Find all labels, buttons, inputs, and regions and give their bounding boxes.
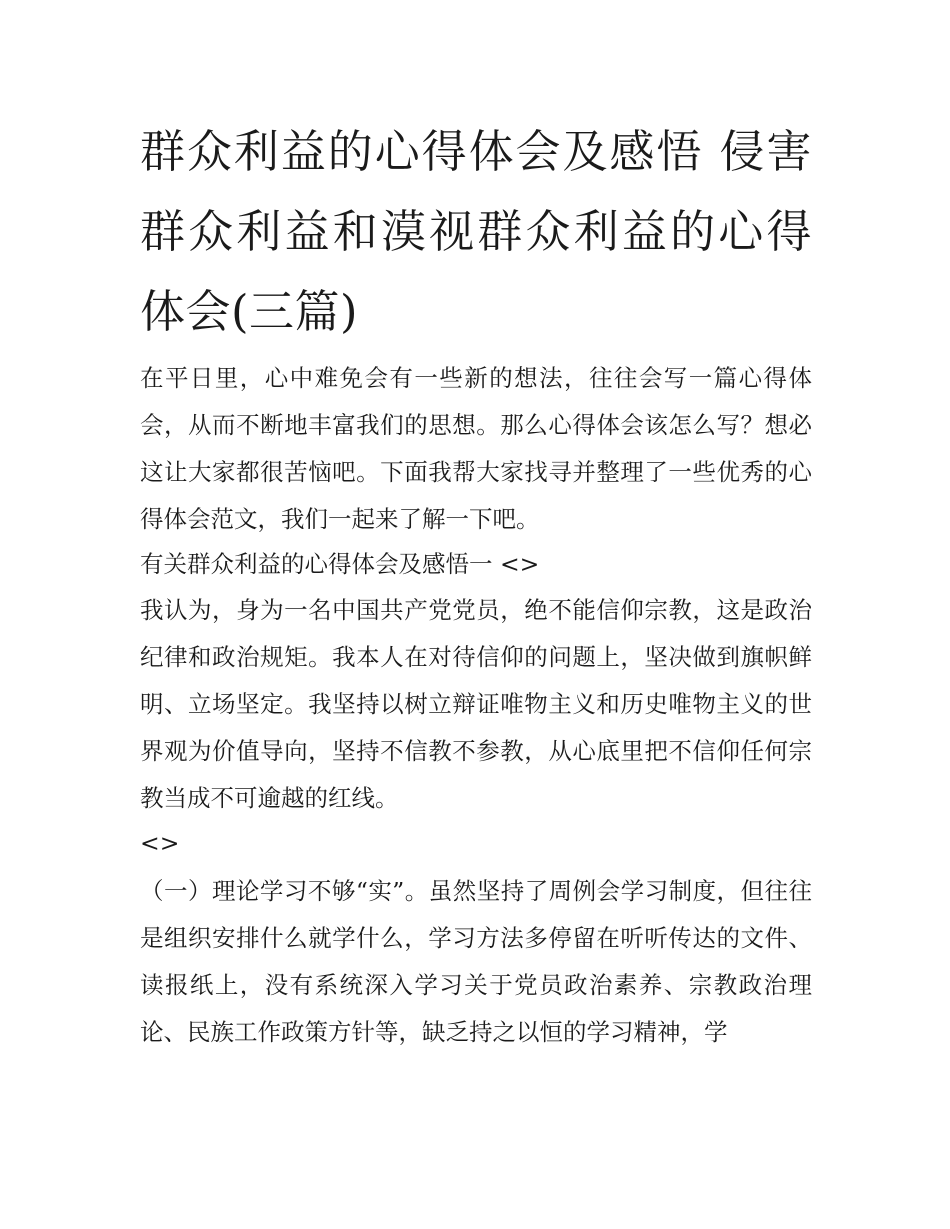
document-title: 群众利益的心得体会及感悟 侵害群众利益和漠视群众利益的心得体会(三篇) [140,125,812,338]
marker-paragraph: <> [140,829,180,857]
document-page [140,112,812,1056]
intro-paragraph: 在平日里，心中难免会有一些新的想法，往往会写一篇心得体会，从而不断地丰富我们的思想。那么心得体会该怎么写？想必这让大家都很苦恼吧。下面我帮大家找寻并整理了一些优秀的心得体会范文，我们一起来了解一下吧。 [140,364,812,533]
section-heading: 有关群众利益的心得体会及感悟一 <> [140,550,540,578]
body-paragraph: 我认为，身为一名中国共产党党员，绝不能信仰宗教，这是政治纪律和政治规矩。我本人在对待信仰的问题上，坚决做到旗帜鲜明、立场坚定。我坚持以树立辩证唯物主义和历史唯物主义的世界观为价值导向，坚持不信教不参教，从心底里把不信仰任何宗教当成不可逾越的红线。 [140,596,812,812]
point-paragraph: （一）理论学习不够“实”。虽然坚持了周例会学习制度，但往往是组织安排什么就学什么，学习方法多停留在听听传达的文件、读报纸上，没有系统深入学习关于党员政治素养、宗教政治理论、民族工作政策方针等，缺乏持之以恒的学习精神，学 [140,877,812,1046]
